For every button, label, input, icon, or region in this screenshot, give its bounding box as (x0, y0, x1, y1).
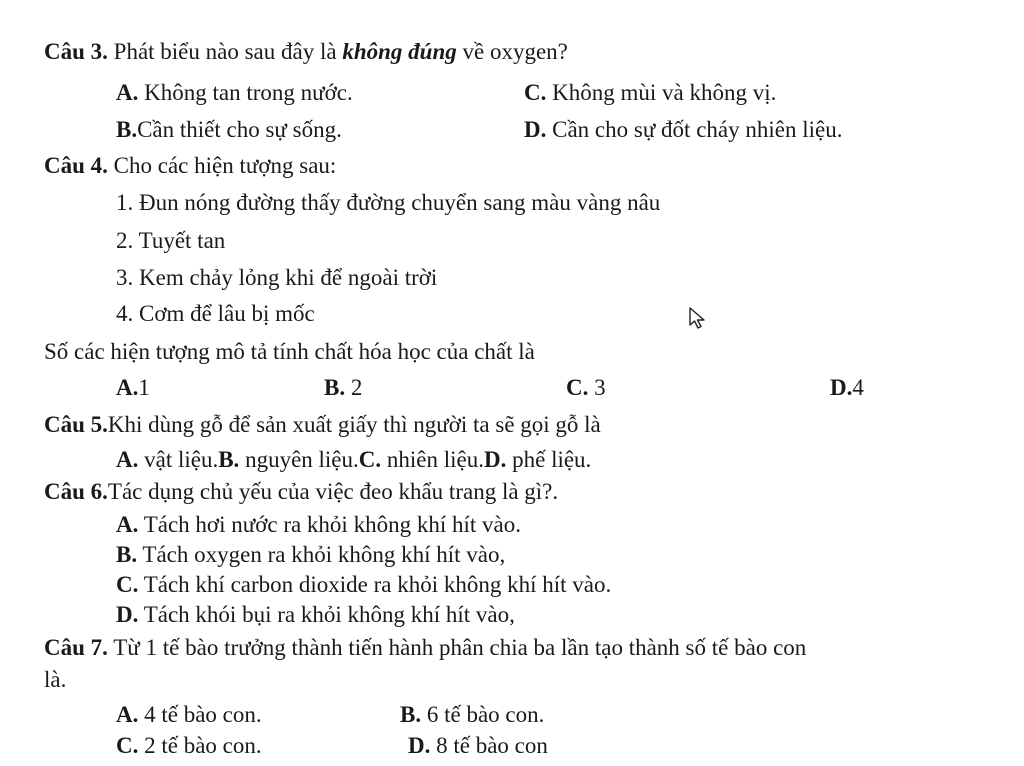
question-3-emphasis: không đúng (342, 39, 457, 64)
question-5-stem: Câu 5.Khi dùng gỗ để sản xuất giấy thì người ta sẽ gọi gỗ là (44, 412, 601, 437)
cutoff-next-line (44, 758, 604, 766)
mouse-pointer-icon (688, 306, 710, 330)
question-3-option-a: A. Không tan trong nước. (116, 80, 353, 105)
question-4-prompt: Số các hiện tượng mô tả tính chất hóa học của chất là (44, 339, 535, 364)
question-6-stem: Câu 6.Tác dụng chủ yếu của việc đeo khẩu trang là gì?. (44, 479, 559, 504)
question-4-option-c: C. 3 (566, 375, 606, 400)
question-7-option-b: B. 6 tế bào con. (400, 702, 545, 727)
question-5-options: A. vật liệu.B. nguyên liệu.C. nhiên liệu.D. phế liệu. (116, 447, 592, 472)
question-4-number: Câu 4. (44, 153, 108, 178)
question-4-item: 3. Kem chảy lỏng khi để ngoài trời (116, 265, 438, 290)
question-6-option-a: A. Tách hơi nước ra khỏi không khí hít vào. (116, 512, 521, 537)
question-4-item: 4. Cơm để lâu bị mốc (116, 301, 315, 326)
question-5-number: Câu 5. (44, 412, 108, 437)
question-4-option-a: A.1 (116, 375, 150, 400)
question-4-item: 1. Đun nóng đường thấy đường chuyển sang màu vàng nâu (116, 190, 661, 215)
question-6-option-b: B. Tách oxygen ra khỏi không khí hít vào, (116, 542, 506, 567)
question-6-option-d: D. Tách khói bụi ra khỏi không khí hít vào, (116, 602, 515, 627)
question-7-option-a: A. 4 tế bào con. (116, 702, 262, 727)
question-3-number: Câu 3. (44, 39, 108, 64)
question-3-option-b: B.Cần thiết cho sự sống. (116, 117, 342, 142)
question-7-stem: Câu 7. Từ 1 tế bào trưởng thành tiến hành phân chia ba lần tạo thành số tế bào con (44, 635, 807, 660)
question-7-stem-continued: là. (44, 667, 67, 692)
question-3-stem: Câu 3. Phát biểu nào sau đây là không đúng về oxygen? (44, 39, 568, 64)
question-7-number: Câu 7. (44, 635, 108, 660)
question-3-option-d: D. Cần cho sự đốt cháy nhiên liệu. (524, 117, 843, 142)
question-3-option-c: C. Không mùi và không vị. (524, 80, 777, 105)
question-7-option-c: C. 2 tế bào con. (116, 733, 262, 758)
question-6-option-c: C. Tách khí carbon dioxide ra khỏi không khí hít vào. (116, 572, 612, 597)
question-4-item: 2. Tuyết tan (116, 228, 226, 253)
question-4-stem: Câu 4. Cho các hiện tượng sau: (44, 153, 337, 178)
question-6-number: Câu 6. (44, 479, 108, 504)
question-4-option-b: B. 2 (324, 375, 363, 400)
question-7-option-d: D. 8 tế bào con (408, 733, 548, 758)
question-4-option-d: D.4 (830, 375, 864, 400)
